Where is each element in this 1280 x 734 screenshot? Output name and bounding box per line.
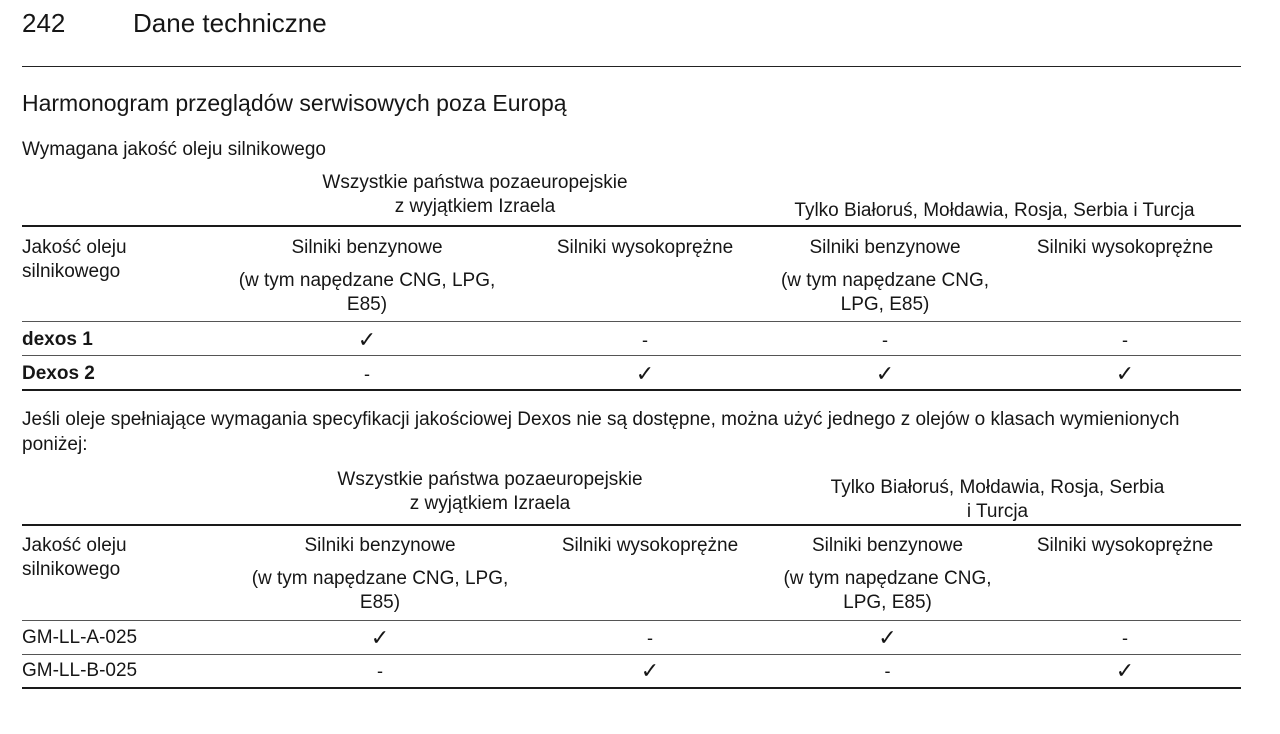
col-header-diesel (540, 534, 760, 558)
page-number: 242 (22, 8, 66, 38)
header-line: Silniki benzynowe (811, 535, 964, 556)
table-cell: ✓ (878, 625, 897, 650)
header-line: Jakość oleju (22, 535, 127, 556)
header-line: Silniki wysokoprężne (1036, 237, 1214, 258)
table-cell: - (377, 661, 383, 681)
header-note: E85) (359, 592, 401, 613)
table-cell: - (1122, 628, 1128, 648)
col-header-petrol-right (760, 534, 1015, 615)
header-note: (w tym napędzane CNG, (783, 568, 992, 589)
table-cell: ✓ (370, 625, 390, 650)
header-line: silnikowego (22, 559, 121, 580)
col-header-petrol (212, 236, 522, 317)
table-cell: - (884, 661, 891, 681)
col-header-diesel-right (1015, 236, 1235, 260)
group-line: z wyjątkiem Izraela (409, 493, 571, 514)
row-label: Dexos 2 (22, 363, 95, 384)
header-note: (w tym napędzane CNG, (780, 270, 990, 291)
fallback-paragraph: Jeśli oleje spełniające wymagania specyfikacji jakościowej Dexos nie są dostępne, można użyć jednego z olejów o klasach wymienionych poniżej: (22, 409, 1180, 455)
header-line: Silniki benzynowe (304, 535, 456, 556)
header-rule (22, 66, 1241, 67)
header-note: LPG, E85) (843, 592, 932, 613)
table-cell: - (1122, 330, 1128, 350)
col-header-petrol (225, 534, 535, 615)
table-cell: ✓ (1115, 361, 1135, 386)
header-line: Silniki benzynowe (809, 237, 961, 258)
table-cell: - (882, 330, 888, 350)
header-note: (w tym napędzane CNG, LPG, (238, 270, 496, 291)
group-line: Tylko Białoruś, Mołdawia, Rosja, Serbia i Turcja (794, 200, 1195, 221)
table-cell: - (642, 330, 648, 350)
header-line: Silniki benzynowe (291, 237, 443, 258)
table1-row-rule (22, 321, 1241, 322)
table-cell: ✓ (640, 658, 660, 683)
group-line: Wszystkie państwa pozaeuropejskie (322, 172, 628, 193)
header-note: LPG, E85) (840, 294, 930, 315)
header-note: (w tym napędzane CNG, LPG, (251, 568, 509, 589)
table-cell: - (364, 364, 370, 384)
table1-group-non-european (215, 171, 735, 219)
group-line: Wszystkie państwa pozaeuropejskie (337, 469, 643, 490)
table-cell: ✓ (875, 361, 895, 386)
col-header-petrol-right (755, 236, 1015, 317)
table2-group-non-european (230, 468, 750, 516)
group-line: i Turcja (966, 501, 1029, 522)
row-label: dexos 1 (22, 329, 93, 350)
col-header-diesel (535, 236, 755, 260)
header-line: silnikowego (22, 261, 121, 282)
subsection-title: Wymagana jakość oleju silnikowego (22, 139, 326, 160)
table1-header-rule (22, 225, 1241, 227)
table2-bottom-rule (22, 687, 1241, 689)
header-line: Jakość oleju (22, 237, 127, 258)
page-title: Dane techniczne (133, 8, 327, 38)
table2-row-rule (22, 654, 1241, 655)
col-header-quality (22, 534, 127, 582)
table1-row-rule (22, 355, 1241, 356)
col-header-diesel-right (1015, 534, 1235, 558)
table-cell: - (647, 628, 653, 648)
col-header-quality (22, 236, 127, 284)
table2-row-rule (22, 620, 1241, 621)
row-label: GM-LL-A-025 (22, 627, 138, 648)
table2-header-rule (22, 524, 1241, 526)
header-note: E85) (346, 294, 388, 315)
group-line: Tylko Białoruś, Mołdawia, Rosja, Serbia (830, 477, 1165, 498)
header-line: Silniki wysokoprężne (1036, 535, 1214, 556)
header-line: Silniki wysokoprężne (561, 535, 739, 556)
table2-group-selected-countries (755, 476, 1240, 524)
group-line: z wyjątkiem Izraela (394, 196, 556, 217)
row-label: GM-LL-B-025 (22, 660, 138, 681)
table1-group-selected-countries (752, 199, 1237, 223)
header-line: Silniki wysokoprężne (556, 237, 734, 258)
table-cell: ✓ (1115, 658, 1135, 683)
table-cell: ✓ (635, 361, 655, 386)
table-cell: ✓ (357, 327, 377, 352)
section-title: Harmonogram przeglądów serwisowych poza Europą (22, 90, 567, 116)
table1-bottom-rule (22, 389, 1241, 391)
